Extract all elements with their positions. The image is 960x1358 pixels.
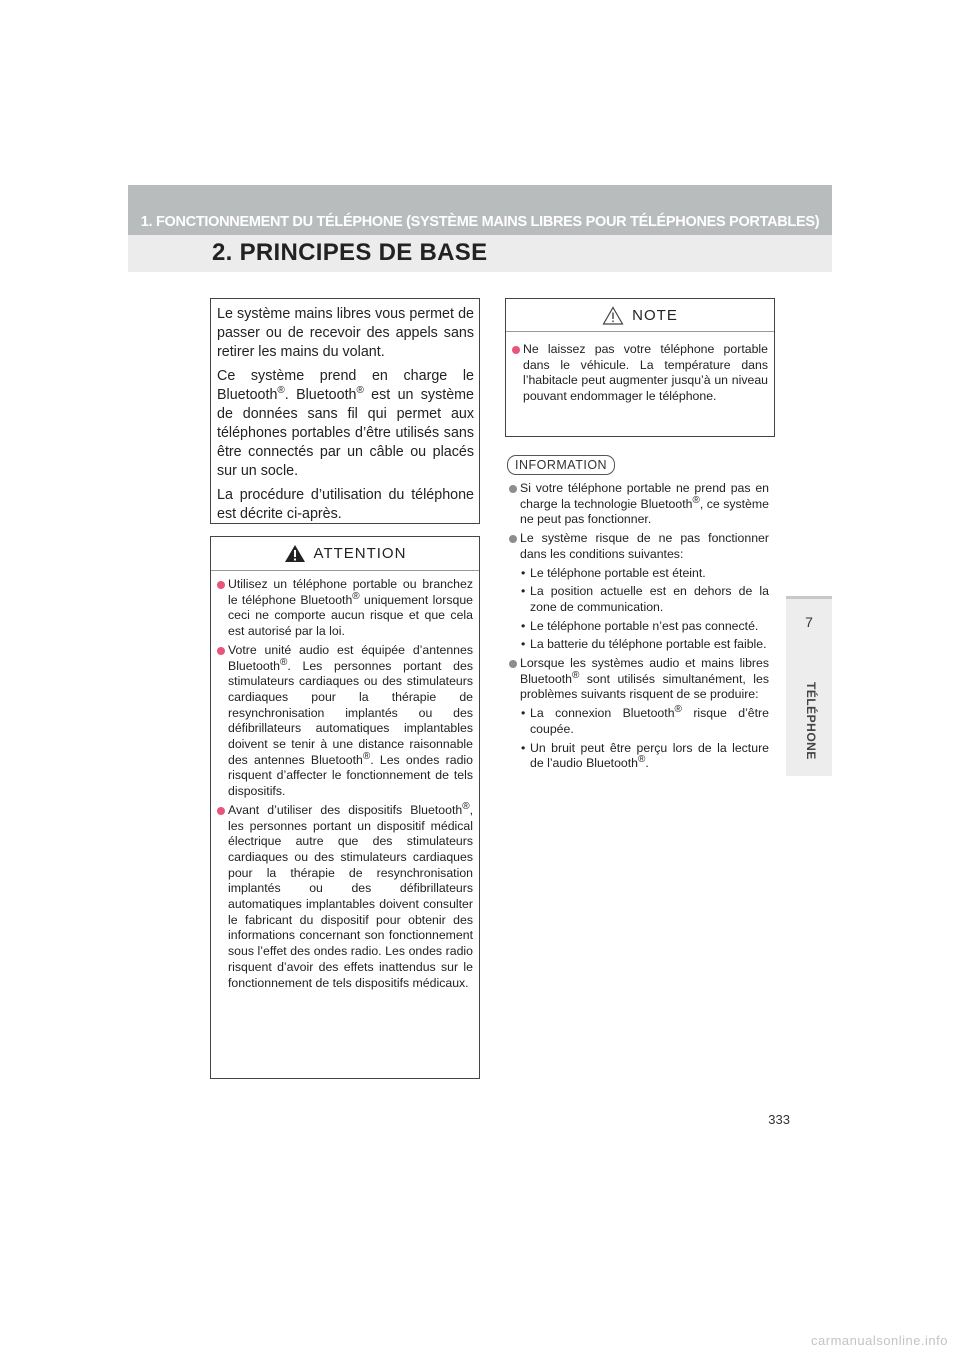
page-number: 333 [768,1112,790,1127]
text-run: Lorsque les systèmes audio et mains libres Bluetooth [520,656,769,686]
text-run: Le téléphone portable est éteint. [530,565,706,580]
sub-list-item [509,706,769,737]
registered-mark: ® [571,669,580,681]
text-run: Ne laissez pas votre téléphone portable dans le véhicule. La température dans l’habitacle peut augmenter jusqu’à un niveau pouvant endommager le téléphone. [523,342,768,404]
list-item [509,481,769,528]
list-item [217,643,473,800]
text-run: sont utilisés simultanément, les problèmes suivants risquent de se produire: [520,671,769,702]
text-run: . Bluetooth [284,387,357,403]
note-title: NOTE [632,306,678,324]
bullet-dot-icon [217,807,225,815]
section-header-band [128,185,832,235]
registered-mark: ® [674,704,682,716]
watermark: carmanualsonline.info [811,1333,948,1348]
registered-mark: ® [638,754,646,766]
information-list [509,481,769,775]
registered-mark: ® [692,494,700,506]
sub-list [509,566,769,654]
sub-bullet-mark: • [521,584,526,599]
text-run: . Les personnes portant des stimulateurs cardiaques ou des stimulateurs cardiaques pour la thérapie de resynchronisation implantés ou des défibrillateurs automatiques implantables doivent se tenir à une distance raisonnable des antennes Bluetooth [228,658,473,767]
page-title-band [128,235,832,272]
intro-paragraph: La procédure d’utilisation du téléphone est décrite ci-après. [217,487,474,522]
intro-box [210,298,480,524]
sub-list [509,706,769,772]
text-run: La connexion Bluetooth [530,706,675,721]
sub-list-item [509,637,769,653]
page-title: 2. PRINCIPES DE BASE [212,239,488,266]
caution-triangle-icon [602,306,624,325]
text-run: Utilisez un téléphone portable ou branchez le téléphone Bluetooth [228,577,473,607]
note-list [506,332,774,405]
text-run: Un bruit peut être perçu lors de la lecture de l’audio Bluetooth [530,740,769,771]
sub-list-item [509,741,769,772]
sub-list-item [509,566,769,582]
sub-list-container [509,706,769,772]
list-item [509,531,769,562]
sub-bullet-mark: • [521,706,526,721]
note-header [506,299,774,332]
attention-header [211,537,479,571]
chapter-side-tab [786,596,832,776]
sub-bullet-mark: • [521,740,526,755]
sub-bullet-mark: • [521,618,526,633]
text-run: Avant d’utiliser des dispositifs Bluetooth [228,802,463,817]
bullet-dot-icon [217,581,225,589]
sub-bullet-mark: • [521,565,526,580]
sub-bullet-mark: • [521,637,526,652]
bullet-dot-icon [217,647,225,655]
sub-list-item [509,619,769,635]
text-run: uniquement lorsque ceci ne comporte aucun risque et que cela est autorisé par la loi. [228,592,473,639]
registered-mark: ® [356,385,364,397]
text-run: , les personnes portant un dispositif médical électrique autre que des stimulateurs cardiaques ou des stimulateurs cardiaques pour la thérapie de resynchronisation implantés ou des défibrillateurs automatiques implantables doivent consulter le fabricant du dispositif pour obtenir des informations concernant son fonctionnement sous l’effet des ondes radio. Les ondes radio risquent d’avoir des effets inattendus sur le fonctionnement de tels dispositifs médicaux. [228,802,473,990]
information-badge: INFORMATION [507,455,615,475]
chapter-number: 7 [805,614,813,630]
registered-mark: ® [352,590,360,602]
text-run: risque d’être coupée. [530,706,769,736]
sub-list-container [509,566,769,654]
text-run: , ce système ne peut pas fonctionner. [520,496,769,527]
bullet-dot-icon [509,660,517,668]
note-box [505,298,775,437]
sub-list-item [509,584,769,615]
text-run: Le téléphone portable n’est pas connecté. [530,618,759,633]
list-item [509,656,769,703]
text-run: . Les ondes radio risquent d’affecter le fonctionnement de tels dispositifs. [228,752,473,799]
registered-mark: ® [279,656,288,668]
registered-mark: ® [277,385,285,397]
text-run: La position actuelle est en dehors de la zone de communication. [530,584,769,614]
tab-divider [786,596,832,599]
attention-list [211,571,479,991]
registered-mark: ® [362,750,371,762]
section-title: 1. FONCTIONNEMENT DU TÉLÉPHONE (SYSTÈME MAINS LIBRES POUR TÉLÉPHONES PORTABLES) [140,214,820,230]
chapter-label: TÉLÉPHONE [804,682,818,760]
bullet-dot-icon [509,485,517,493]
text-run: Le système risque de ne pas fonctionner dans les conditions suivantes: [520,531,769,561]
list-item [217,577,473,640]
text-run: Votre unité audio est équipée d’antennes Bluetooth [228,642,473,673]
bullet-dot-icon [509,535,517,543]
text-run: Ce système prend en charge le Bluetooth [217,368,474,403]
text-run: . [645,756,649,771]
text-run: La batterie du téléphone portable est faible. [530,637,767,652]
text-run: est un système de données sans fil qui permet aux téléphones portables d’être utilisés sans être connectés par un câble ou placés sur un socle. [217,387,475,479]
attention-title: ATTENTION [313,545,407,562]
registered-mark: ® [462,800,470,812]
attention-box [210,536,480,1079]
list-item [217,800,473,991]
list-item [512,342,768,405]
intro-paragraph: Le système mains libres vous permet de passer ou de recevoir des appels sans retirer les mains du volant. [217,306,474,360]
bullet-dot-icon [512,346,520,354]
text-run: Si votre téléphone portable ne prend pas en charge la technologie Bluetooth [520,481,769,511]
intro-paragraph [217,367,474,481]
warning-triangle-icon [284,544,306,563]
